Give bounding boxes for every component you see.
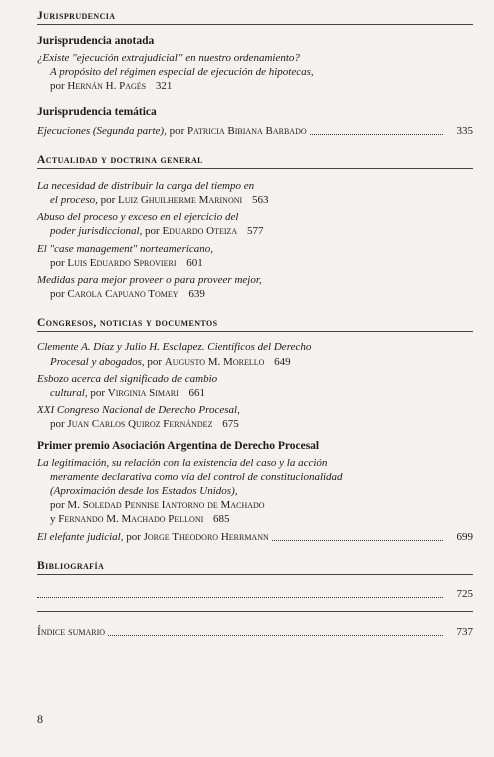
entry-author: Virginia Simari [107, 387, 179, 400]
entry-title-line: cultural, [50, 387, 88, 400]
toc-entry [37, 242, 473, 270]
section-heading-actualidad: Actualidad y doctrina general [37, 153, 203, 166]
entry-author: Fernando M. Machado Pelloni [58, 513, 204, 526]
entry-by: por [145, 225, 160, 238]
entry-author: Luiz Ghuilherme Marinoni [118, 194, 243, 207]
toc-entry [37, 273, 473, 301]
entry-by: por [50, 288, 65, 301]
section-rule [37, 331, 473, 332]
entry-by: por [126, 530, 141, 543]
toc-entry [37, 456, 473, 527]
entry-title-line: XXI Congreso Nacional de Derecho Procesal, [37, 404, 240, 417]
toc-entry [37, 625, 473, 639]
entry-by: por [50, 499, 65, 512]
entry-title-line: Esbozo acerca del significado de cambio [37, 372, 218, 385]
section-heading-bibliografia: Bibliografía [37, 559, 105, 572]
indice-sumario-label: Índice sumario [37, 626, 106, 639]
entry-by: por [50, 418, 65, 431]
page-number: 639 [188, 288, 205, 301]
entry-by: por [90, 387, 106, 400]
entry-author: Patricia Bibiana Barbado [187, 124, 307, 137]
entry-author: Hernán H. Pagés [67, 80, 147, 93]
entry-author-row [37, 193, 473, 207]
page-number: 649 [274, 355, 291, 368]
entry-author: Augusto M. Morello [164, 355, 265, 368]
entry-title-line: La legitimación, su relación con la existencia del caso y la acción [37, 456, 328, 469]
toc-entry [37, 124, 473, 138]
entry-title-line: La necesidad de distribuir la carga del tiempo en [37, 179, 255, 192]
entry-row [37, 587, 473, 601]
page-number: 335 [456, 124, 473, 137]
entry-title-line: (Aproximación desde los Estados Unidos), [50, 485, 238, 498]
entry-author-line [37, 498, 473, 512]
section-heading-jurisprudencia: Jurisprudencia [37, 10, 116, 22]
toc-entry [37, 372, 473, 400]
toc-entry [37, 51, 473, 94]
entry-row [37, 625, 473, 639]
entry-author: Luis Eduardo Sprovieri [67, 256, 177, 269]
entry-title-line: A propósito del régimen especial de ejecución de hipotecas, [50, 66, 314, 79]
page-number: 699 [456, 530, 473, 543]
entry-author: Carola Capuano Tomey [67, 288, 179, 301]
entry-author: Jorge Theodoro Herrmann [143, 530, 269, 543]
entry-author: Eduardo Oteiza [162, 225, 238, 238]
entry-by: por [147, 355, 163, 368]
entry-title-line: Procesal y abogados, [50, 355, 145, 368]
section-rule [37, 611, 473, 612]
entry-title-line: Clemente A. Díaz y Julio H. Esclapez. Científicos del Derecho [37, 341, 312, 354]
subheading-primer-premio: Primer premio Asociación Argentina de Derecho Procesal [37, 439, 320, 452]
entry-title-line: Medidas para mejor proveer o para proveer mejor, [37, 274, 262, 287]
toc-entry [37, 340, 473, 368]
entry-author: M. Soledad Pennise Iantorno de Machado [67, 499, 265, 512]
toc-entry [37, 210, 473, 238]
entry-author: Juan Carlos Quiroz Fernández [67, 418, 213, 431]
entry-author-row [37, 79, 473, 93]
dot-leader [310, 134, 443, 135]
toc-entry [37, 403, 473, 431]
entry-title-line: El "case management" norteamericano, [37, 242, 214, 255]
entry-author-row [37, 256, 473, 270]
entry-title-line: el proceso, [50, 194, 98, 207]
entry-and: y [50, 513, 56, 526]
subheading-jurisprudencia-anotada: Jurisprudencia anotada [37, 35, 155, 47]
entry-by: por [50, 80, 65, 93]
entry-title-line: poder jurisdiccional, [50, 225, 143, 238]
toc-entry [37, 530, 473, 544]
table-of-contents [37, 10, 473, 639]
section-rule [37, 168, 473, 169]
entry-title-line: meramente declarativa como vía del control de constitucionalidad [50, 470, 343, 483]
dot-leader [108, 635, 443, 636]
page-number: 661 [188, 387, 206, 400]
page-number: 737 [456, 626, 473, 639]
entry-row [37, 124, 473, 138]
entry-title: El elefante judicial, [37, 530, 124, 543]
entry-title-line: Abuso del proceso y exceso en el ejercicio del [37, 211, 239, 224]
page-number: 577 [246, 225, 264, 238]
page-number: 321 [155, 80, 173, 93]
page-number: 601 [186, 256, 203, 269]
entry-by: por [50, 256, 65, 269]
toc-entry [37, 587, 473, 601]
subheading-jurisprudencia-tematica: Jurisprudencia temática [37, 105, 157, 118]
entry-author-row [37, 512, 473, 526]
dot-leader [37, 597, 443, 598]
entry-row [37, 530, 473, 544]
entry-author-row [37, 417, 473, 431]
dot-leader [272, 540, 443, 541]
entry-title-line: ¿Existe "ejecución extrajudicial" en nuestro ordenamiento? [37, 52, 300, 64]
entry-title: Ejecuciones (Segunda parte), [37, 124, 167, 137]
entry-author-row [37, 355, 473, 369]
toc-entry [37, 179, 473, 207]
entry-author-row [37, 224, 473, 238]
page-number: 563 [251, 194, 269, 207]
page-number: 675 [222, 418, 239, 431]
page-number: 725 [456, 587, 473, 600]
section-rule [37, 574, 473, 575]
entry-author-row [37, 386, 473, 400]
page-number: 685 [213, 513, 230, 526]
page-folio: 8 [37, 712, 43, 726]
entry-author-row [37, 287, 473, 301]
section-heading-congresos: Congresos, noticias y documentos [37, 317, 218, 330]
section-rule [37, 24, 473, 25]
entry-by: por [100, 194, 116, 207]
entry-by: por [169, 124, 185, 137]
